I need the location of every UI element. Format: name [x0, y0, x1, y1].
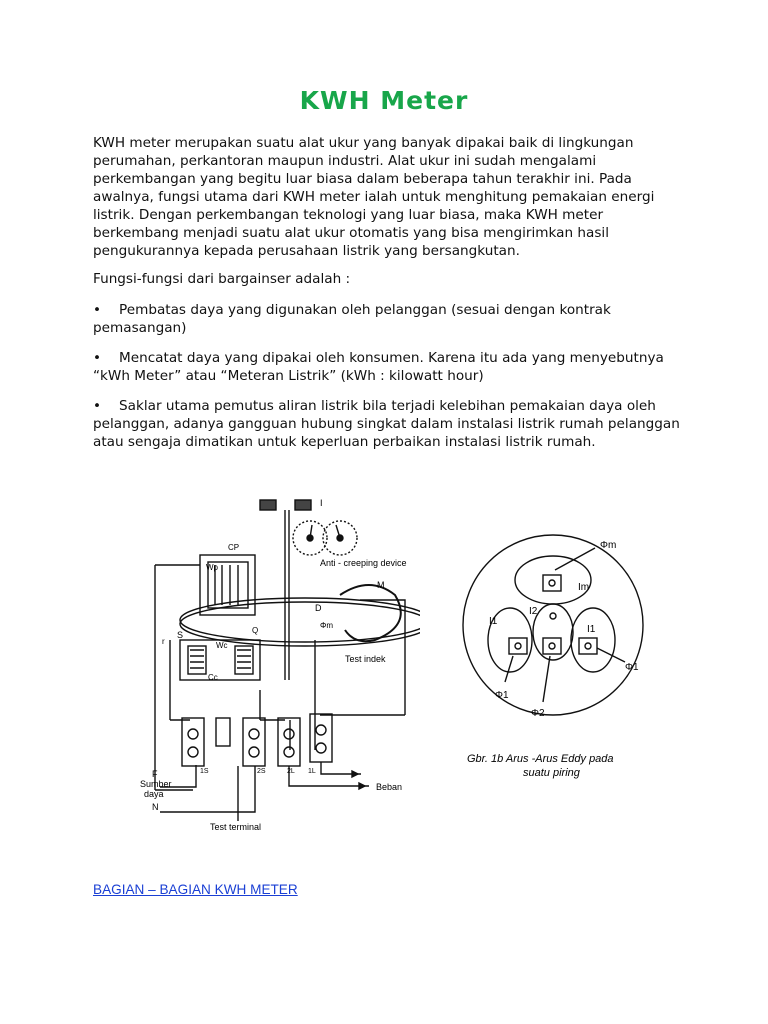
figure-caption-line2: suatu piring [523, 767, 580, 779]
label-f: F [152, 769, 158, 779]
page-title: KWH Meter [299, 86, 469, 115]
label-sumber: Sumber [140, 779, 172, 789]
label-q: Q [252, 626, 259, 635]
label-cp: CP [228, 543, 240, 552]
label-i1-left: I1 [489, 616, 498, 627]
label-phi1-left: Φ1 [495, 690, 509, 701]
label-n: N [152, 802, 159, 812]
bullet-item [93, 349, 683, 385]
label-phi1-right: Φ1 [625, 662, 639, 673]
bullet-text: Saklar utama pemutus aliran listrik bila terjadi kelebihan pemakaian daya oleh pelanggan, adanya gangguan hubung singkat dalam instalasi listrik rumah pelanggan atau sengaja dimatikan untuk keperluan perbaikan instalasi listrik rumah. [93, 398, 680, 450]
label-wp: Wp [206, 563, 218, 572]
label-m: M [377, 580, 385, 590]
label-anti-creeping: Anti - creeping device [320, 558, 407, 568]
label-2l: 2L [287, 768, 295, 775]
label-phim: Φm [600, 540, 617, 551]
label-1l: 1L [308, 768, 316, 775]
intro-paragraph: KWH meter merupakan suatu alat ukur yang banyak dipakai baik di lingkungan perumahan, perkantoran maupun industri. Alat ukur ini sudah mengalami perkembangan yang begitu luar biasa dalam beberapa tahun terakhir ini. Pada awalnya, fungsi utama dari KWH meter ialah untuk menghitung pemakaian energi listrik. Dengan perkembangan teknologi yang luar biasa, maka KWH meter berkembang menjadi suatu alat ukur otomatis yang bisa mengirimkan hasil pengukurannya kepada perusahaan listrik yang bersangkutan. [93, 135, 655, 259]
bagian-kwh-meter-link[interactable]: BAGIAN – BAGIAN KWH METER [93, 882, 298, 897]
label-2s: 2S [257, 768, 266, 775]
label-phi2: Φ2 [531, 708, 545, 719]
label-phim: Φm [320, 621, 334, 630]
label-i2: I2 [529, 606, 538, 617]
bullet-item [93, 397, 683, 451]
bullet-item [93, 301, 683, 337]
label-d: D [315, 603, 322, 613]
label-im: Im [578, 582, 590, 593]
eddy-current-diagram [455, 520, 655, 785]
label-test-indek: Test indek [345, 654, 386, 664]
label-1s: 1S [200, 768, 209, 775]
label-daya: daya [144, 789, 164, 799]
label-test-terminal: Test terminal [210, 822, 262, 832]
figure-caption-line1: Gbr. 1b Arus -Arus Eddy pada [467, 753, 614, 765]
label-wc: Wc [216, 641, 228, 650]
label-cc: Cc [208, 673, 218, 682]
label-beban: Beban [376, 782, 403, 792]
label-r: r [162, 637, 165, 646]
functions-heading: Fungsi-fungsi dari bargainser adalah : [93, 271, 351, 287]
label-s: S [177, 630, 184, 640]
bullet-text: Pembatas daya yang digunakan oleh pelanggan (sesuai dengan kontrak pemasangan) [93, 302, 611, 336]
bullet-dot: • [93, 350, 102, 366]
label-i1-right: I1 [587, 624, 596, 635]
kwh-meter-diagram [140, 490, 420, 835]
bullet-text: Mencatat daya yang dipakai oleh konsumen. Karena itu ada yang menyebutnya “kWh Meter” atau “Meteran Listrik” (kWh : kilowatt hour) [93, 350, 664, 384]
bullet-dot: • [93, 302, 102, 318]
label-i: I [320, 498, 323, 508]
bullet-dot: • [93, 398, 102, 414]
